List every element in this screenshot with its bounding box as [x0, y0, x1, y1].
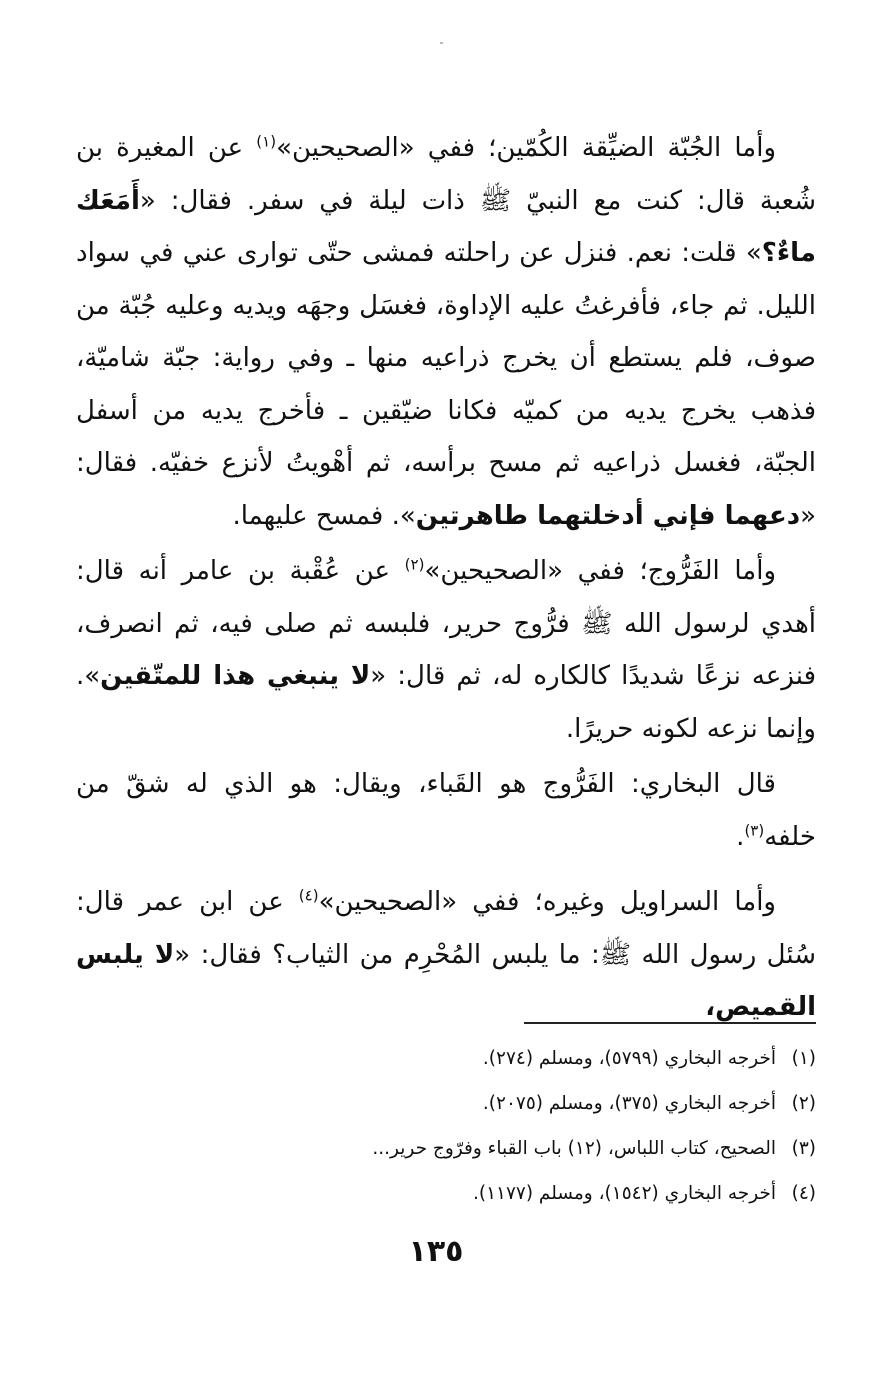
- footnote-number: (٢): [791, 1093, 816, 1114]
- footnote-3: [200, 1126, 816, 1171]
- footnote-4: [200, 1171, 816, 1216]
- text-segment: عن ابن عمر قال: سُئل رسول الله ﷺ: ما يلبس المُحْرِم من الثياب؟ فقال: «: [76, 887, 816, 970]
- text-segment: وأما الفَرُّوج؛ ففي «الصحيحين»: [424, 556, 776, 586]
- text-segment: عن عُقْبة بن عامر أنه قال: أهدي لرسول الله ﷺ فرُّوج حرير، فلبسه ثم صلى فيه، ثم انصرف، فنزعه نزعًا شديدًا كالكاره له، ثم قال: «: [76, 556, 816, 691]
- hadith-quote: لا ينبغي هذا للمتّقين: [100, 661, 371, 691]
- text-segment: قال البخاري: الفَرُّوج هو القَباء، ويقال: هو الذي له شقّ من خلفه: [76, 769, 816, 852]
- scan-speck: [440, 42, 443, 44]
- page-number: ١٣٥: [408, 1234, 464, 1269]
- text-segment: عن المغيرة بن شُعبة قال: كنت مع النبيّ ﷺ ذات ليلة في سفر. فقال: «: [76, 133, 816, 216]
- hadith-quote: لا يلبس القميص،: [76, 939, 816, 1022]
- footnote-2: [200, 1081, 816, 1126]
- footnote-number: (٣): [791, 1138, 816, 1159]
- text-segment: » قلت: نعم. فنزل عن راحلته فمشى حتّى توارى عني في سواد الليل. ثم جاء، فأفرغتُ عليه الإداوة، فغسَل وجهَه ويديه وعليه جُبّة من صوف، فلم يستطع أن يخرج ذراعيه منها ـ وفي رواية: جبّة شاميّة، فذهب يخرج يديه من كميّه فكانا ضيّقين ـ فأخرج يديه من أسفل الجبّة، فغسل ذراعيه ثم مسح برأسه، ثم أهْويتُ لأنزع خفيّه. فقال: «: [76, 238, 816, 531]
- hadith-quote: دعهما فإني أدخلتهما طاهرتين: [415, 500, 801, 531]
- footnote-text: أخرجه البخاري (١٥٤٢)، ومسلم (١١٧٧).: [472, 1183, 776, 1204]
- paragraph-bukhari: [76, 758, 816, 863]
- footnote-number: (٤): [791, 1183, 816, 1204]
- footnotes: [200, 1036, 816, 1216]
- paragraph-farruj: [76, 545, 816, 755]
- footnote-ref-2[interactable]: (٢): [404, 555, 425, 574]
- text-segment: وأما الجُبّة الضيِّقة الكُمّين؛ ففي «الصحيحين»: [276, 133, 776, 163]
- footnote-1: [200, 1036, 816, 1081]
- paragraph-sarawil: [76, 876, 816, 1034]
- text-segment: .: [736, 821, 745, 852]
- footnote-ref-1[interactable]: (١): [256, 132, 277, 151]
- footnote-ref-3[interactable]: (٣): [744, 820, 765, 839]
- footnote-separator: [524, 1022, 816, 1024]
- text-segment: ». فمسح عليهما.: [232, 500, 416, 531]
- main-text: [76, 122, 816, 1034]
- paragraph-jubba: [76, 122, 816, 542]
- hadith-quote: أَمَعَك ماءٌ؟: [76, 185, 816, 268]
- footnote-ref-4[interactable]: (٤): [298, 886, 319, 905]
- footnote-text: أخرجه البخاري (٣٧٥)، ومسلم (٢٠٧٥).: [482, 1093, 776, 1114]
- footnote-text: أخرجه البخاري (٥٧٩٩)، ومسلم (٢٧٤).: [482, 1048, 776, 1069]
- text-segment: ». وإنما نزعه لكونه حريرًا.: [76, 661, 816, 744]
- footnote-text: الصحيح، كتاب اللباس، (١٢) باب القباء وفرّوج حرير...: [372, 1138, 776, 1159]
- text-segment: وأما السراويل وغيره؛ ففي «الصحيحين»: [318, 887, 776, 917]
- footnote-number: (١): [791, 1048, 816, 1069]
